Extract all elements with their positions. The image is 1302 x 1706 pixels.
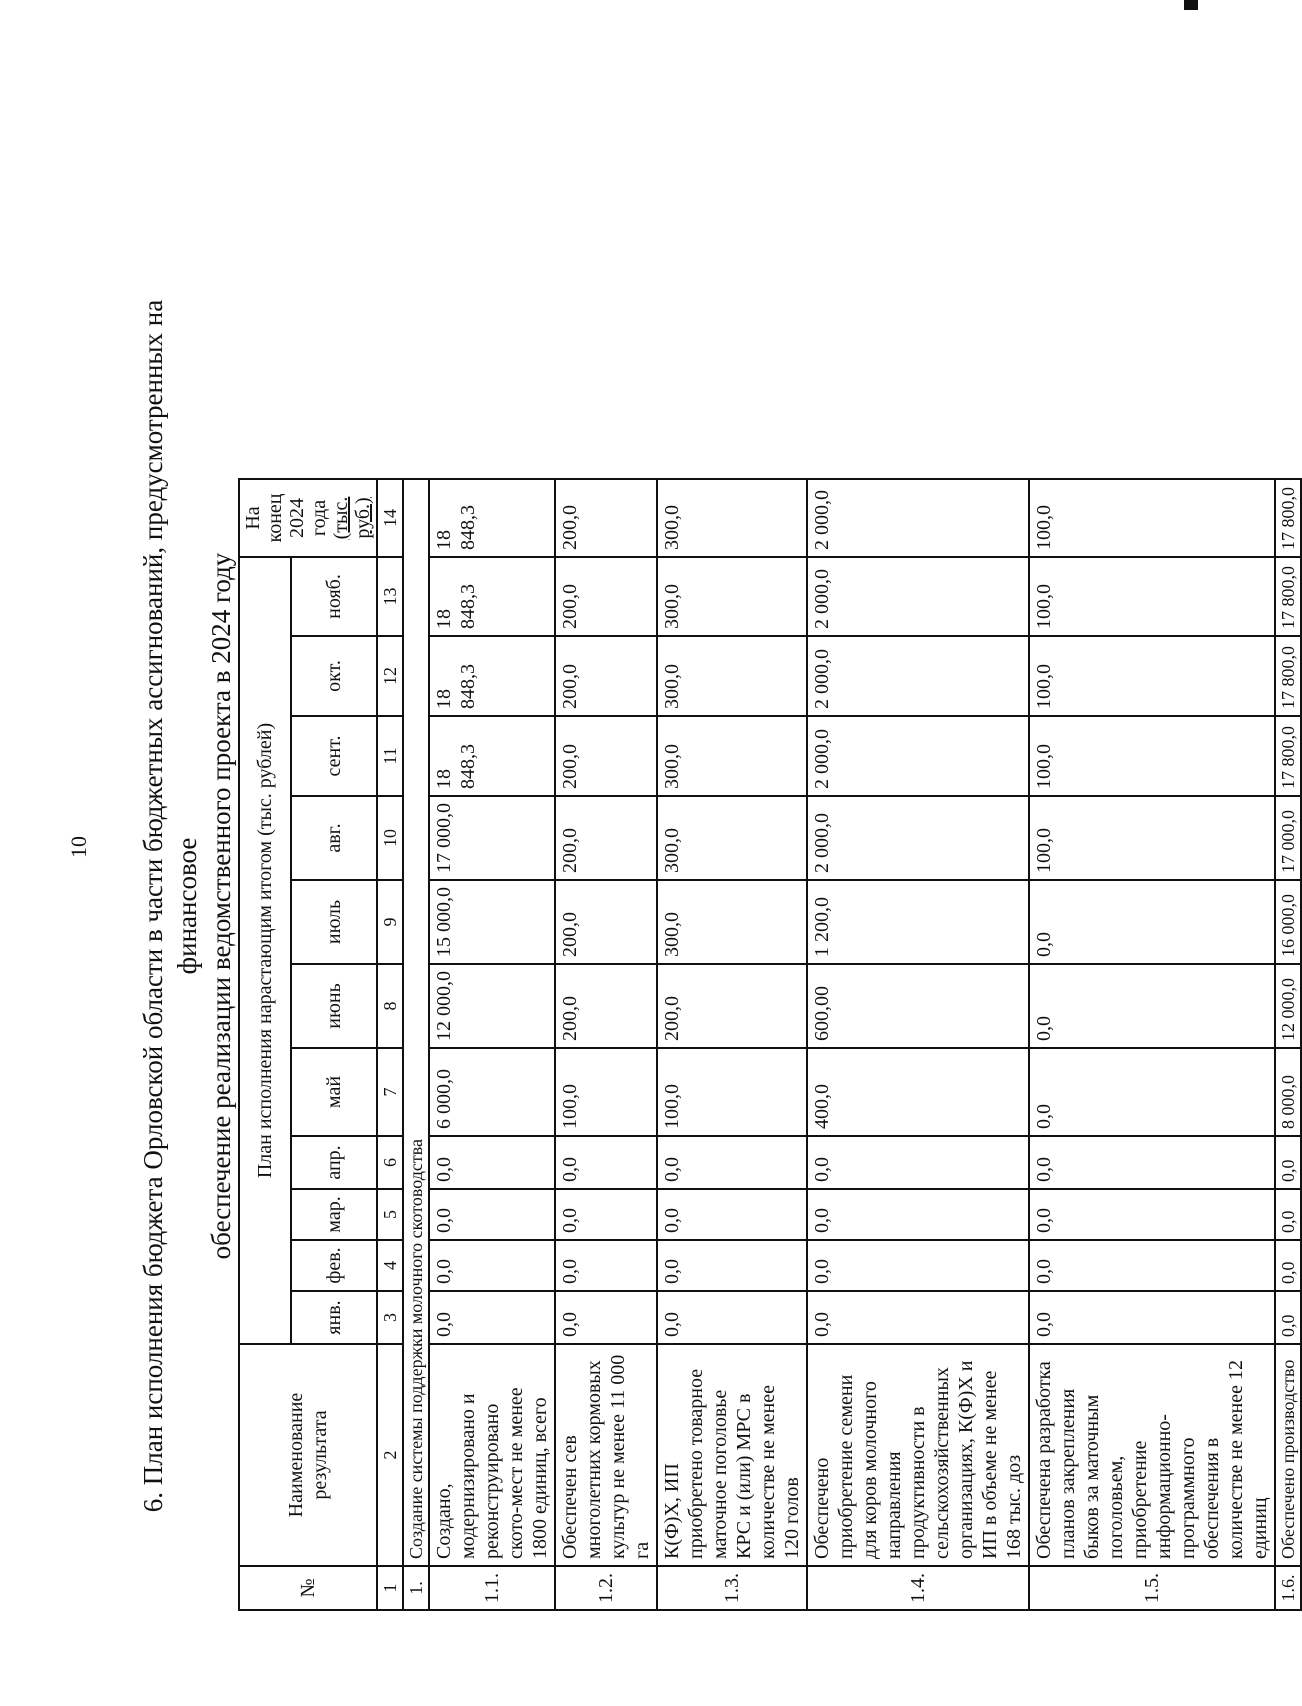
header-plan-group: План исполнения нарастающим итогом (тыс. рублей) [239, 557, 291, 1344]
value-cell: 0,0 [429, 1291, 555, 1344]
table-row [429, 479, 555, 1610]
row-number: 1.1. [429, 1566, 555, 1610]
value-cell: 15 000,0 [429, 880, 555, 964]
value-cell: 2 000,0 [807, 557, 1029, 636]
header-no: № [239, 1566, 377, 1610]
value-cell: 100,0 [1029, 716, 1275, 796]
heading-line-1: 6. План исполнения бюджета Орловской области в части бюджетных ассигнований, предусмотренных на финансовое [138, 299, 202, 1513]
value-cell: 2 000,0 [807, 716, 1029, 796]
value-cell: 0,0 [1275, 1240, 1301, 1291]
value-cell: 0,0 [1029, 964, 1275, 1048]
column-number: 7 [377, 1048, 403, 1136]
value-cell: 100,0 [555, 1048, 657, 1136]
header-month: нояб. [291, 557, 377, 636]
header-month: июнь [291, 964, 377, 1048]
table-row [1275, 479, 1301, 1610]
value-cell: 18 848,3 [429, 716, 555, 796]
value-cell: 0,0 [807, 1240, 1029, 1291]
row-number: 1.4. [807, 1566, 1029, 1610]
value-cell: 0,0 [555, 1136, 657, 1189]
heading-line-2: обеспечение реализации ведомственного проекта в 2024 году [206, 552, 236, 1260]
column-number: 13 [377, 557, 403, 636]
header-year-end-line-3: (тыс. руб.) [330, 496, 374, 540]
value-cell: 18 848,3 [429, 479, 555, 557]
value-cell: 6 000,0 [429, 1048, 555, 1136]
value-cell: 17 800,0 [1275, 716, 1301, 796]
header-year-end [239, 479, 377, 557]
value-cell: 0,0 [555, 1291, 657, 1344]
value-cell: 200,0 [555, 636, 657, 716]
value-cell: 17 000,0 [429, 796, 555, 880]
value-cell: 2 000,0 [807, 796, 1029, 880]
value-cell: 2 000,0 [807, 479, 1029, 557]
value-cell: 0,0 [1029, 1240, 1275, 1291]
column-number: 12 [377, 636, 403, 716]
value-cell: 0,0 [1275, 1136, 1301, 1189]
value-cell: 300,0 [657, 796, 807, 880]
column-number: 5 [377, 1189, 403, 1240]
header-month: июль [291, 880, 377, 964]
column-number: 2 [377, 1344, 403, 1566]
header-month: окт. [291, 636, 377, 716]
value-cell: 17 800,0 [1275, 636, 1301, 716]
value-cell: 0,0 [657, 1240, 807, 1291]
row-number: 1.5. [1029, 1566, 1275, 1610]
value-cell: 1 200,0 [807, 880, 1029, 964]
section-title: Создание системы поддержки молочного скотоводства [403, 479, 429, 1566]
value-cell: 17 800,0 [1275, 557, 1301, 636]
budget-plan-table [238, 478, 1302, 1611]
header-month: сент. [291, 716, 377, 796]
value-cell: 400,0 [807, 1048, 1029, 1136]
column-number: 1 [377, 1566, 403, 1610]
value-cell: 17 000,0 [1275, 796, 1301, 880]
value-cell: 0,0 [657, 1291, 807, 1344]
value-cell: 100,0 [657, 1048, 807, 1136]
value-cell: 200,0 [657, 964, 807, 1048]
value-cell: 8 000,0 [1275, 1048, 1301, 1136]
table-row [555, 479, 657, 1610]
value-cell: 0,0 [807, 1291, 1029, 1344]
column-number: 3 [377, 1291, 403, 1344]
section-no: 1. [403, 1566, 429, 1610]
column-number: 14 [377, 479, 403, 557]
value-cell: 300,0 [657, 880, 807, 964]
value-cell: 0,0 [807, 1136, 1029, 1189]
value-cell: 0,0 [657, 1136, 807, 1189]
result-name: Обеспечено приобретение семени для коров молочного направления продуктивности в сельскохозяйственных организациях, К(Ф)Х и ИП в объеме не менее 168 тыс. доз [807, 1344, 1029, 1566]
header-month: янв. [291, 1291, 377, 1344]
header-year-end-line-1: На конец [242, 493, 286, 543]
table-row [657, 479, 807, 1610]
value-cell: 300,0 [657, 479, 807, 557]
value-cell: 12 000,0 [1275, 964, 1301, 1048]
document-heading [136, 256, 238, 1556]
row-number: 1.6. [1275, 1566, 1301, 1610]
value-cell: 0,0 [1275, 1189, 1301, 1240]
value-cell: 17 800,0 [1275, 479, 1301, 557]
column-number: 4 [377, 1240, 403, 1291]
value-cell: 300,0 [657, 557, 807, 636]
value-cell: 0,0 [1029, 880, 1275, 964]
result-name: Обеспечено производство [1275, 1344, 1301, 1566]
value-cell: 200,0 [555, 880, 657, 964]
value-cell: 0,0 [555, 1189, 657, 1240]
value-cell: 0,0 [1029, 1048, 1275, 1136]
value-cell: 0,0 [1029, 1136, 1275, 1189]
header-month: фев. [291, 1240, 377, 1291]
value-cell: 2 000,0 [807, 636, 1029, 716]
value-cell: 100,0 [1029, 479, 1275, 557]
value-cell: 300,0 [657, 636, 807, 716]
page-number: 10 [66, 836, 91, 858]
value-cell: 300,0 [657, 716, 807, 796]
value-cell: 0,0 [429, 1136, 555, 1189]
value-cell: 600,00 [807, 964, 1029, 1048]
value-cell: 200,0 [555, 557, 657, 636]
result-name: Создано, модернизировано и реконструировано ското-мест не менее 1800 единиц, всего [429, 1344, 555, 1566]
column-number: 9 [377, 880, 403, 964]
value-cell: 200,0 [555, 964, 657, 1048]
value-cell: 12 000,0 [429, 964, 555, 1048]
value-cell: 0,0 [657, 1189, 807, 1240]
value-cell: 18 848,3 [429, 636, 555, 716]
value-cell: 200,0 [555, 716, 657, 796]
value-cell: 0,0 [807, 1189, 1029, 1240]
table-row [807, 479, 1029, 1610]
value-cell: 100,0 [1029, 636, 1275, 716]
row-number: 1.2. [555, 1566, 657, 1610]
value-cell: 18 848,3 [429, 557, 555, 636]
column-number: 8 [377, 964, 403, 1048]
value-cell: 16 000,0 [1275, 880, 1301, 964]
column-number: 10 [377, 796, 403, 880]
result-name: Обеспечен сев многолетних кормовых культур не менее 11 000 га [555, 1344, 657, 1566]
value-cell: 0,0 [555, 1240, 657, 1291]
value-cell: 100,0 [1029, 796, 1275, 880]
value-cell: 0,0 [1029, 1291, 1275, 1344]
header-month: апр. [291, 1136, 377, 1189]
header-month: мар. [291, 1189, 377, 1240]
result-name: Обеспечена разработка планов закрепления быков за маточным поголовьем, приобретение информационно-программного обеспечения в количестве не менее 12 единиц [1029, 1344, 1275, 1566]
header-year-end-line-2: 2024 года [286, 498, 330, 538]
value-cell: 200,0 [555, 796, 657, 880]
header-result-name: Наименование результата [239, 1344, 377, 1566]
value-cell: 200,0 [555, 479, 657, 557]
column-number: 6 [377, 1136, 403, 1189]
value-cell: 0,0 [429, 1189, 555, 1240]
value-cell: 100,0 [1029, 557, 1275, 636]
table-row [1029, 479, 1275, 1610]
header-month: авг. [291, 796, 377, 880]
header-month: май [291, 1048, 377, 1136]
column-number: 11 [377, 716, 403, 796]
result-name: К(Ф)Х, ИП приобретено товарное маточное поголовье КРС и (или) МРС в количестве не менее 120 голов [657, 1344, 807, 1566]
row-number: 1.3. [657, 1566, 807, 1610]
value-cell: 0,0 [429, 1240, 555, 1291]
value-cell: 0,0 [1275, 1291, 1301, 1344]
value-cell: 0,0 [1029, 1189, 1275, 1240]
